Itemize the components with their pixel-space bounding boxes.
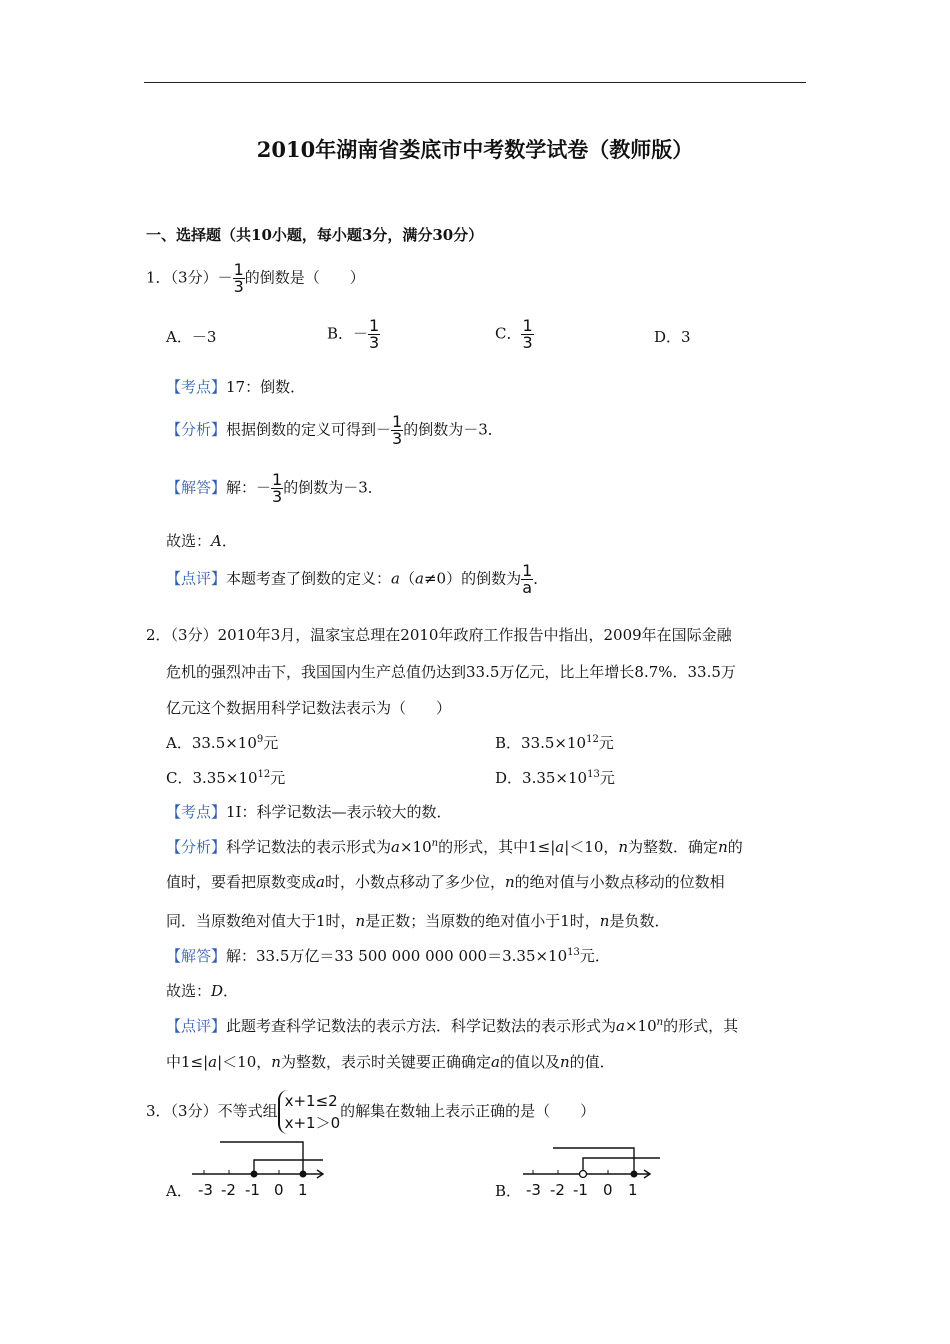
q2-fenxi-line2: 值时，要看把原数变成a时，小数点移动了多少位，n的绝对值与小数点移动的位数相 bbox=[166, 873, 725, 891]
page-title: 2010年湖南省娄底市中考数学试卷（教师版） bbox=[256, 137, 694, 162]
tick-label-1: 1 bbox=[628, 1181, 638, 1199]
q2-option-c[interactable]: C．$3.35\times 10^{12}$元 bbox=[166, 769, 286, 787]
q2-option-d[interactable]: D．$3.35\times 10^{13}$元 bbox=[495, 769, 615, 787]
tick-label-neg2: -2 bbox=[550, 1181, 565, 1199]
q2-option-a[interactable]: A．$33.5\times 10^9$元 bbox=[166, 734, 279, 752]
q1-fenxi: 【分析】根据倒数的定义可得到－ $\frac{1}{3}$ 的倒数为－3． bbox=[166, 412, 503, 448]
tick-label-neg3: -3 bbox=[526, 1181, 541, 1199]
tick-label-neg1: -1 bbox=[245, 1181, 260, 1199]
q1-stem-post: 的倒数是（ ） bbox=[244, 268, 365, 287]
q1-dianping: 【点评】本题考查了倒数的定义：a（a≠0）的倒数为 $\frac{1}{a}$ ． bbox=[166, 561, 549, 597]
q2-line2: 危机的强烈冲击下，我国国内生产总值仍达到33.5万亿元，比上年增长8.7%．33.5万 bbox=[166, 663, 736, 681]
q1-stem bbox=[146, 262, 365, 295]
q3-stem: 3．（3分）不等式组 x+1≤2 x+1＞0 的解集在数轴上表示正确的是（ ） bbox=[146, 1092, 596, 1132]
q3-inequality-system: x+1≤2 x+1＞0 bbox=[278, 1090, 341, 1134]
q2-option-b[interactable]: B．$33.5\times 10^{12}$元 bbox=[495, 734, 614, 752]
tick-label-neg3: -3 bbox=[198, 1181, 213, 1199]
q3-option-a-numberline[interactable] bbox=[190, 1138, 330, 1200]
q2-dianping-line2: 中1≤|a|＜10，n为整数，表示时关键要正确确定a的值以及n的值． bbox=[166, 1053, 615, 1071]
header-rule bbox=[144, 82, 806, 83]
q2-jieda: 【解答】解：33.5万亿＝33 500 000 000 $000=3.35\times 10^{13}$元． bbox=[166, 947, 610, 965]
tick-label-neg2: -2 bbox=[221, 1181, 236, 1199]
tick-label-neg1: -1 bbox=[573, 1181, 588, 1199]
q3-option-b-label[interactable]: B． bbox=[495, 1182, 522, 1200]
tick-label-0: 0 bbox=[274, 1181, 284, 1199]
q2-kaodian: 【考点】1I：科学记数法—表示较大的数． bbox=[166, 803, 452, 821]
q1-option-b[interactable]: B．－ $\frac{1}{3}$ bbox=[327, 316, 380, 352]
section-heading: 一、选择题（共10小题，每小题3分，满分30分） bbox=[146, 226, 484, 244]
q2-fenxi-line1: 【分析】科学记数法的表示形式为$a\times 10^n$的形式，其中1≤|a|＜10，n为整数．确定n的 bbox=[166, 838, 743, 856]
q1-option-a[interactable]: A．－3 bbox=[166, 328, 217, 346]
q1-jieda: 【解答】解：－ $\frac{1}{3}$ 的倒数为－3． bbox=[166, 470, 383, 506]
q2-line1: 2．（3分）2010年3月，温家宝总理在2010年政府工作报告中指出，2009年在国际金融 bbox=[146, 626, 732, 644]
q2-line3: 亿元这个数据用科学记数法表示为（ ） bbox=[166, 699, 452, 717]
tick-label-0: 0 bbox=[603, 1181, 613, 1199]
q3-option-b-numberline[interactable] bbox=[515, 1138, 665, 1200]
q1-answer: 故选：A． bbox=[166, 532, 237, 550]
q1-stem-pre: 1．（3分）－ bbox=[146, 268, 233, 287]
q1-option-c[interactable]: C． $\frac{1}{3}$ bbox=[495, 316, 533, 352]
q2-answer: 故选：D． bbox=[166, 982, 239, 1000]
q1-kaodian: 【考点】17：倒数． bbox=[166, 378, 306, 396]
q2-fenxi-line3: 同．当原数绝对值大于1时，n是正数；当原数的绝对值小于1时，n是负数． bbox=[166, 912, 670, 930]
q3-option-a-label[interactable]: A． bbox=[166, 1182, 192, 1200]
q2-dianping-line1: 【点评】此题考查科学记数法的表示方法．科学记数法的表示形式为$a\times 10^n$的形式，其 bbox=[166, 1017, 739, 1035]
tick-label-1: 1 bbox=[298, 1181, 308, 1199]
q1-fraction: $\frac{1}{3}$ bbox=[233, 260, 244, 296]
q1-option-d[interactable]: D．3 bbox=[654, 328, 691, 346]
